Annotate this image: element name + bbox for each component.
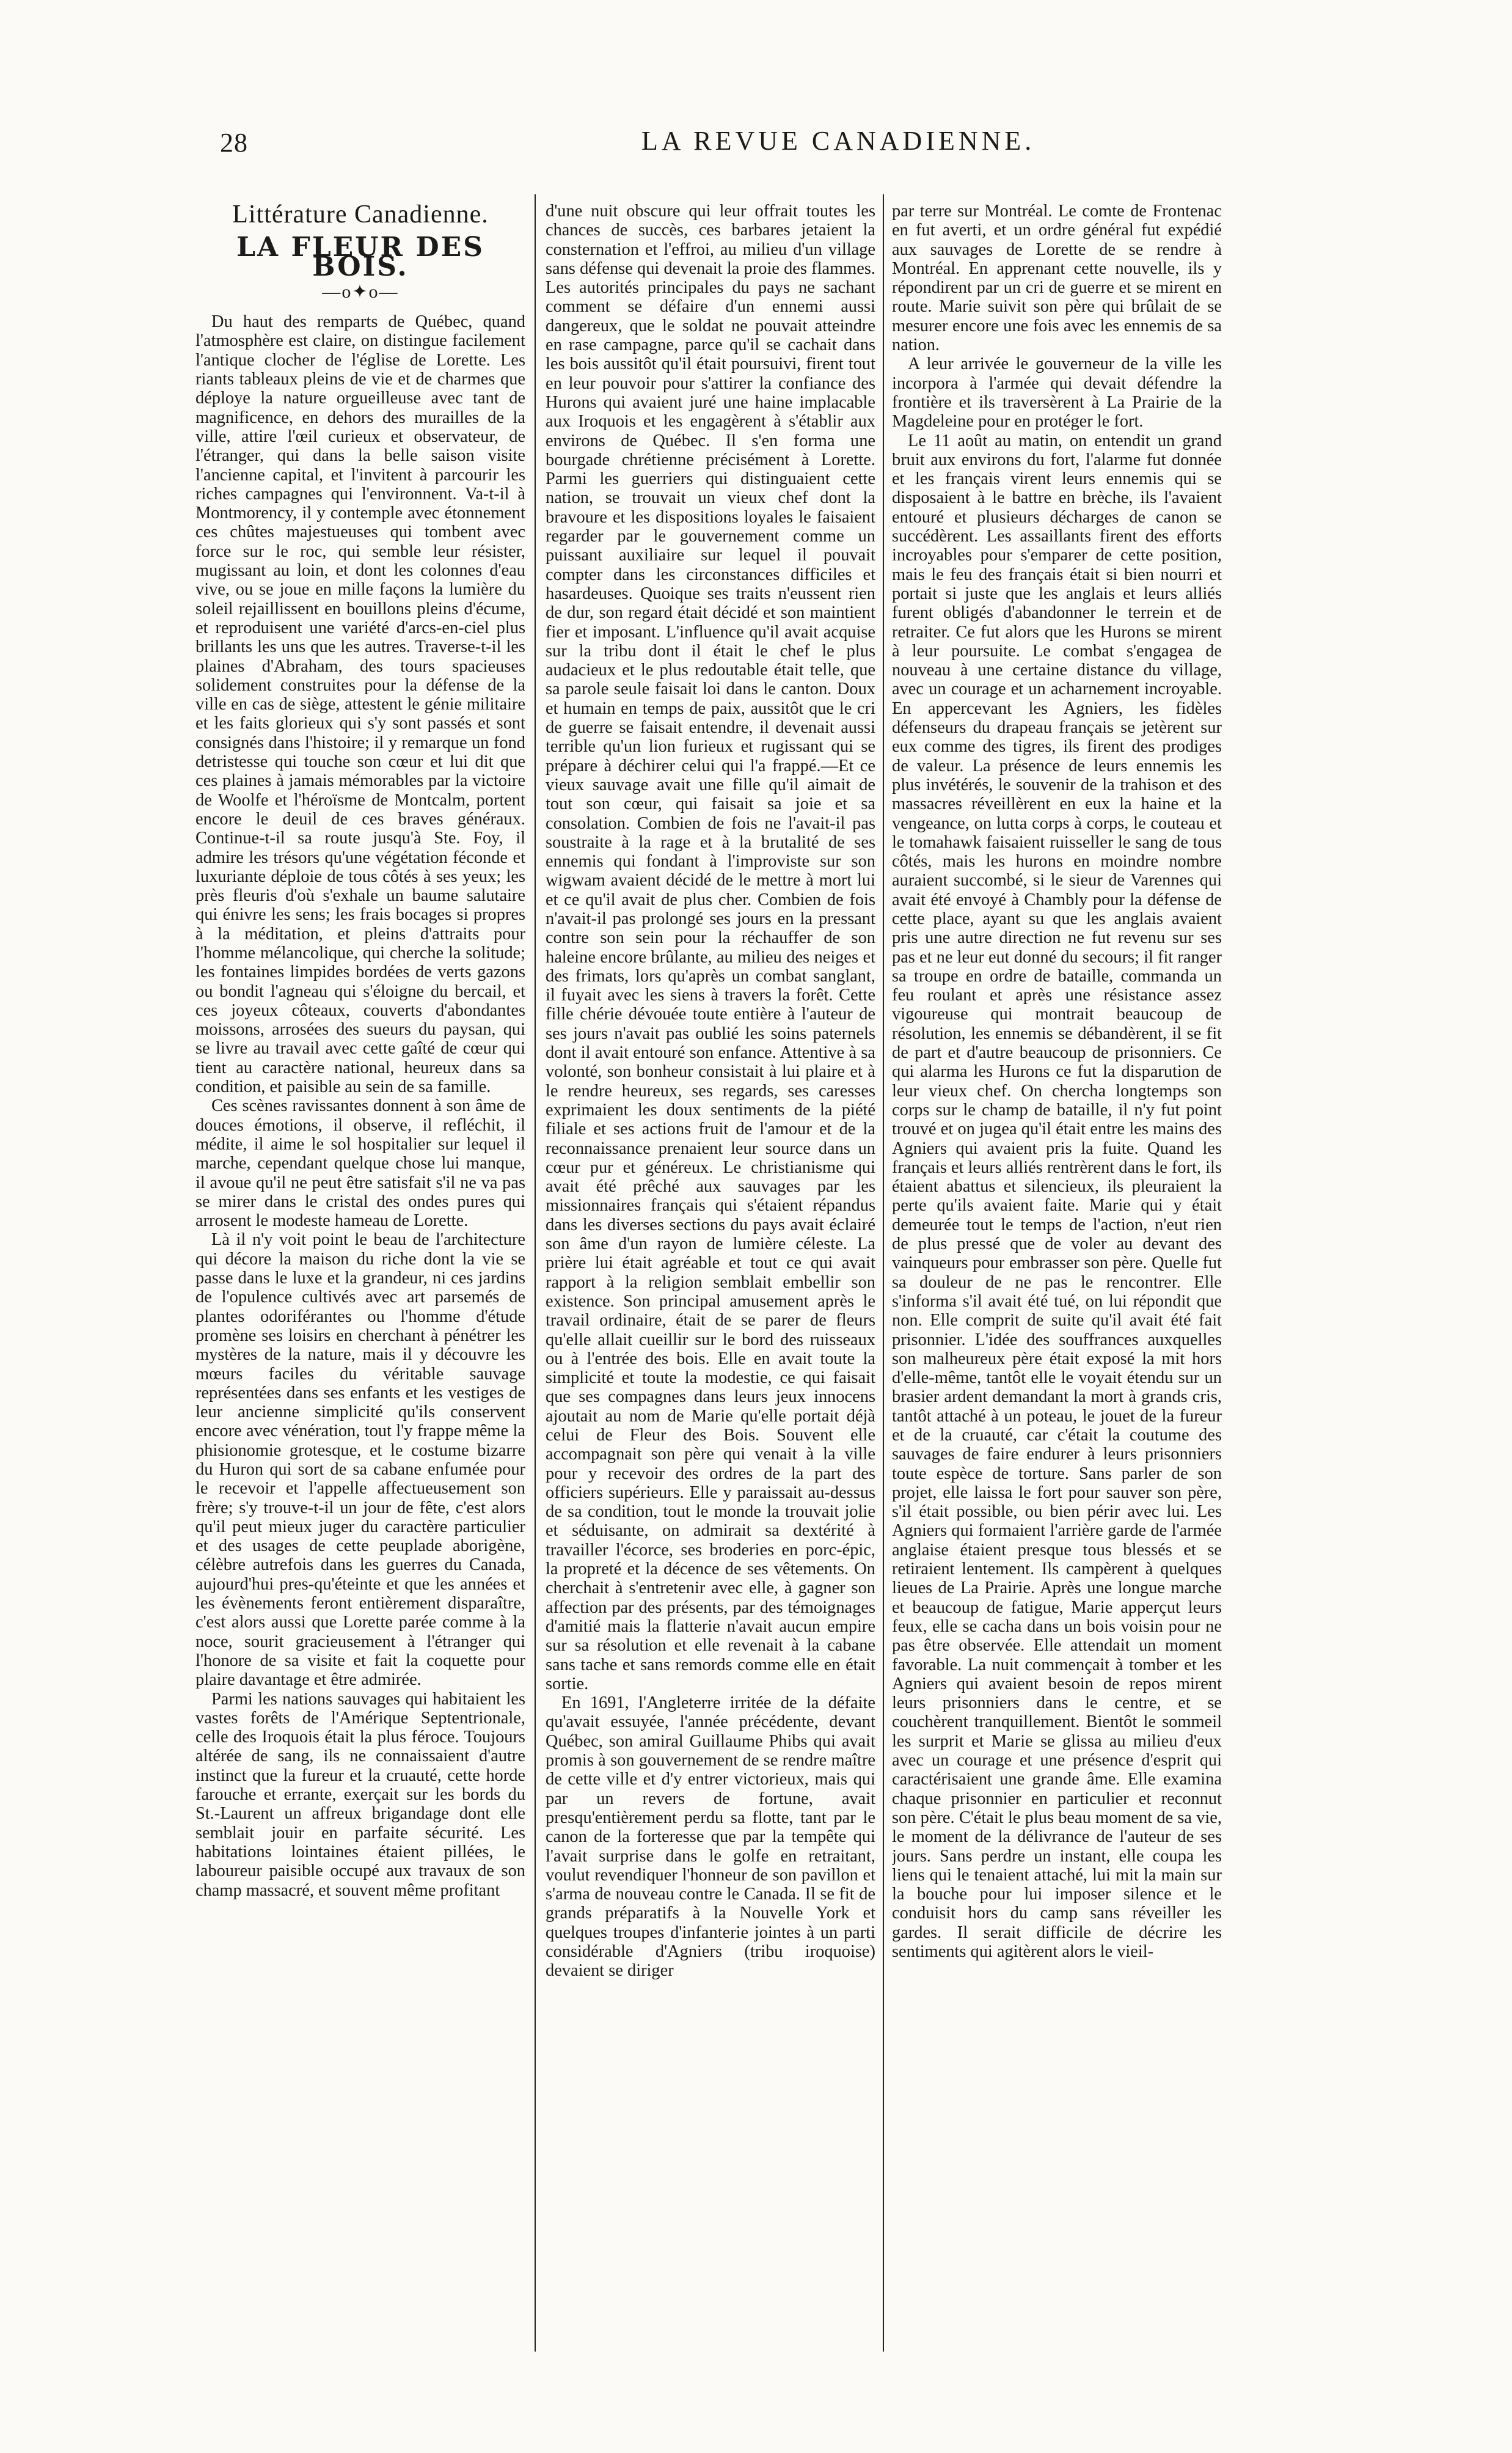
section-header [195,202,525,302]
running-head: LA REVUE CANADIENNE. [641,126,1035,156]
column-3 [892,202,1222,2347]
paragraph: Le 11 août au matin, on entendit un grand bruit aux environs du fort, l'alarme fut donnée et les français virent leurs ennemis qui se disposaient à le battre en brèche, ils l'avaient entouré et plusieurs décharges de canon se succédèrent. Les assaillants firent des efforts incroyables pour s'emparer de cette position, mais le feu des français était si bien nourri et portait si juste que les anglais et leurs alliés furent obligés d'abandonner le terrein et de retraiter. Ce fut alors que les Hurons se mirent à leur poursuite. Le combat s'engagea de nouveau à une certaine distance du village, avec un courage et un acharnement incroyable. En appercevant les Agniers, les fidèles défenseurs du drapeau français se jetèrent sur eux comme des tigres, ils firent des prodiges de valeur. La présence de leurs ennemis les plus invétérés, le souvenir de la trahison et des massacres réveillèrent en eux la haine et la vengeance, on lutta corps à corps, le couteau et le tomahawk faisaient ruisseller le sang de tous côtés, mais les hurons en moindre nombre auraient succombé, si le sieur de Varennes qui avait été envoyé à Chambly pour la défense de cette place, ayant su que les anglais avaient pris une autre direction ne fut revenu sur ses pas et ne leur eut donné du secours; il fit ranger sa troupe en ordre de bataille, commanda un feu roulant et après une résistance assez vigoureuse qui montrait beaucoup de résolution, les ennemis se débandèrent, il se fit de part et d'autre beaucoup de prisonniers. Ce qui alarma les Hurons ce fut la disparution de leur vieux chef. On chercha longtemps son corps sur le champ de bataille, il n'y fut point trouvé et on jugea qu'il était entre les mains des Agniers qui avaient pris la fuite. Quand les français et leurs alliés rentrèrent dans le fort, ils étaient abattus et silencieux, ils pleuraient la perte qu'ils avaient faite. Marie qui y était demeurée tout le temps de l'action, n'eut rien de plus pressé que de voler au devant des vainqueurs pour embrasser son père. Quelle fut sa douleur de ne pas le rencontrer. Elle s'informa s'il avait été tué, on lui répondit que non. Elle comprit de suite qu'il avait été fait prisonnier. L'idée des souffrances auxquelles son malheureux père était exposé la mit hors d'elle-même, tantôt elle le voyait étendu sur un brasier ardent demandant la mort à grands cris, tantôt attaché à un poteau, le jouet de la fureur et de la cruauté, car c'était la coutume des sauvages de faire endurer à leurs prisonniers toute espèce de torture. Sans parler de son projet, elle laissa le fort pour sauver son père, s'il était possible, ou bien périr avec lui. Les Agniers qui formaient l'arrière garde de l'armée anglaise étaient presque tous blessés et se retiraient lentement. Ils campèrent à quelques lieues de La Prairie. Après une longue marche et beaucoup de fatigue, Marie apperçut leurs feux, elle se cacha dans un bois voisin pour ne pas être observée. Elle attendait un moment favorable. La nuit commençait à tomber et les Agniers qui avaient besoin de repos mirent leurs prisonniers dans le centre, et se couchèrent tranquillement. Bientôt le sommeil les surprit et Marie se glissa au milieu d'eux avec un courage et une présence d'esprit qui caractérisaient une grande âme. Elle examina chaque prisonnier en particulier et reconnut son père. C'était le plus beau moment de sa vie, le moment de la délivrance de l'auteur de ses jours. Sans perdre un instant, elle coupa les liens qui le tenaient attaché, lui mit la main sur la bouche pour lui imposer silence et le conduisit hors du camp sans réveiller les gardes. Il serait difficile de décrire les sentiments qui agitèrent alors le vieil- [892,431,1222,1962]
ornament-divider: —o✦o— [322,281,399,302]
column-rule [535,194,536,2352]
paragraph: par terre sur Montréal. Le comte de Frontenac en fut averti, et un ordre général fut expédié aux sauvages de Lorette de se rendre à Montréal. En apprenant cette nouvelle, ils y répondirent par un cri de guerre et se mirent en route. Marie suivit son père qui brûlait de se mesurer encore une fois avec les ennemis de sa nation. [892,202,1222,355]
paragraph: Là il n'y voit point le beau de l'architecture qui décore la maison du riche dont la vie se passe dans le luxe et la grandeur, ni ces jardins de l'opulence cultivés avec art parsemés de plantes odoriférantes ou l'homme d'étude promène ses loisirs en cherchant à pénétrer les mystères de la nature, mais il y découvre les mœurs faciles du véritable sauvage représentées dans ses enfants et les vestiges de leur ancienne simplicité qu'ils conservent encore avec vénération, tout l'y frappe même la phisionomie grotesque, et le costume bizarre du Huron qui sort de sa cabane enfumée pour le recevoir et l'appelle affectueusement son frère; s'y trouve-t-il un jour de fête, c'est alors qu'il peut mieux juger du caractère particulier et des usages de cette peuplade aborigène, célèbre autrefois dans les guerres du Canada, aujourd'hui pres-qu'éteinte et que les années et les évènements feront entièrement disparaître, c'est alors aussi que Lorette parée comme à la noce, sourit gracieusement à l'étranger qui l'honore de sa visite et fait la coquette pour plaire davantage et être admirée. [195,1230,525,1690]
story-title: LA FLEUR DES BOIS. [236,232,484,282]
paragraph: En 1691, l'Angleterre irritée de la défaite qu'avait essuyée, l'année précédente, devant Québec, son amiral Guillaume Phibs qui avait promis à son gouvernement de se rendre maître de cette ville et d'y entrer victorieux, mais qui par un revers de fortune, avait presqu'entièrement perdu sa flotte, tant par le canon de la forteresse que par la tempête qui l'avait surprise dans le golfe en retraitant, voulut revendiquer l'honneur de son pavillon et s'arma de nouveau contre le Canada. Il se fit de grands préparatifs à la Nouvelle York et quelques troupes d'infanterie jointes à un parti considérable d'Agniers (tribu iroquoise) devaient se diriger [546,1693,875,1981]
column-2 [546,202,875,2347]
page-number: 28 [220,128,248,158]
paragraph: Parmi les nations sauvages qui habitaient les vastes forêts de l'Amérique Septentrionale, celle des Iroquois était la plus féroce. Toujours altérée de sang, ils ne connaissaient d'autre instinct que la fureur et la cruauté, cette horde farouche et errante, exerçait sur les bords du St.-Laurent un affreux brigandage dont elle semblait jouir en parfaite sécurité. Les habitations lointaines étaient pillées, le laboureur paisible occupé aux travaux de son champ massacré, et souvent même profitant [195,1689,525,1900]
column-1 [195,202,525,2347]
paragraph: d'une nuit obscure qui leur offrait toutes les chances de succès, ces barbares jetaient la consternation et l'effroi, au milieu d'un village sans défense qui devenait la proie des flammes. Les autorités principales du pays ne sachant comment se défaire d'un ennemi aussi dangereux, que le soldat ne pouvait atteindre en rase campagne, parce qu'il se cachait dans les bois aussitôt qu'il était poursuivi, firent tout en leur pouvoir pour s'attirer la confiance des Hurons qui avaient juré une haine implacable aux Iroquois et les engagèrent à s'établir aux environs de Québec. Il s'en forma une bourgade chrétienne précisément à Lorette. Parmi les guerriers qui distinguaient cette nation, se trouvait un vieux chef dont la bravoure et les dispositions loyales le faisaient regarder par le gouvernement comme un puissant auxiliaire sur lequel il pouvait compter dans les circonstances difficiles et hasardeuses. Quoique ses traits n'eussent rien de dur, son regard était décidé et son maintient fier et imposant. L'influence qu'il avait acquise sur la tribu dont il était le chef le plus audacieux et le plus redoutable était telle, que sa parole seule faisait loi dans le canton. Doux et humain en temps de paix, aussitôt que le cri de guerre se faisait entendre, il devenait aussi terrible qu'un lion furieux et rugissant qui se prépare à déchirer celui qui l'a frappé.—Et ce vieux sauvage avait une fille qu'il aimait de tout son cœur, qui faisait sa joie et sa consolation. Combien de fois ne l'avait-il pas soustraite à la rage et à la brutalité de ses ennemis qui fondant à l'improviste sur son wigwam avaient décidé de le mettre à mort lui et ce qu'il avait de plus cher. Combien de fois n'avait-il pas prolongé ses jours en la pressant contre son sein pour la réchauffer de son haleine encore brûlante, au milieu des neiges et des frimats, lors qu'après un combat sanglant, il fuyait avec les siens à travers la forêt. Cette fille chérie dévouée toute entière à l'auteur de ses jours n'avait pas oublié les soins paternels dont il avait entouré son enfance. Attentive à sa volonté, son bonheur consistait à lui plaire et à le rendre heureux, ses regards, ses caresses exprimaient les doux sentiments de la piété filiale et ses actions fruit de l'amour et de la reconnaissance prenaient leur source dans un cœur pur et généreux. Le christianisme qui avait été prêché aux sauvages par les missionnaires français qui s'étaient répandus dans les diverses sections du pays avait éclairé son âme d'un rayon de lumière céleste. La prière lui était agréable et tout ce qui avait rapport à la religion semblait embellir son existence. Son principal amusement après le travail ordinaire, était de se parer de fleurs qu'elle allait cueillir sur le bord des ruisseaux ou à l'entrée des bois. Elle en avait toute la simplicité et toute la modestie, ce qui faisait que ses compagnes dans leurs jeux innocens ajoutait au nom de Marie qu'elle portait déjà celui de Fleur des Bois. Souvent elle accompagnait son père qui venait à la ville pour y recevoir des ordres de la part des officiers supérieurs. Elle y paraissait au-dessus de sa condition, tout le monde la trouvait jolie et séduisante, on admirait sa dextérité à travailler l'écorce, ses broderies en porc-épic, la propreté et la décence de ses vêtements. On cherchait à s'entretenir avec elle, à gagner son affection par des présents, par des témoignages d'amitié mais la flatterie n'avait aucun empire sur sa résolution et elle revenait à la cabane sans tache et sans remords comme elle en était sortie. [546,202,875,1693]
column-rule [883,194,884,2352]
section-title: Littérature Canadienne. [232,202,489,229]
paragraph: Ces scènes ravissantes donnent à son âme de douces émotions, il observe, il refléchit, il médite, il aime le sol hospitalier sur lequel il marche, cependant quelque chose lui manque, il avoue qu'il ne peut être satisfait s'il ne va pas se mirer dans le cristal des ondes pures qui arrosent le modeste hameau de Lorette. [195,1096,525,1231]
paragraph: A leur arrivée le gouverneur de la ville les incorpora à l'armée qui devait défendre la frontière et ils traversèrent à La Prairie de la Magdeleine pour en protéger le fort. [892,354,1222,431]
paragraph: Du haut des remparts de Québec, quand l'atmosphère est claire, on distingue facilement l'antique clocher de l'église de Lorette. Les riants tableaux pleins de vie et de charmes que déploye la nature orgueilleuse avec tant de magnificence, en dehors des murailles de la ville, attire l'œil curieux et observateur, de l'étranger, qui dans la belle saison visite l'ancienne capital, et l'invitent à parcourir les riches campagnes qui l'environnent. Va-t-il à Montmorency, il y contemple avec étonnement ces chûtes majestueuses qui tombent avec force sur le roc, qui semble leur résister, mugissant au loin, et dont les colonnes d'eau vive, ou se joue en mille façons la lumière du soleil rejaillissent en bouillons pleins d'écume, et reproduisent une variété d'arcs-en-ciel plus brillants les uns que les autres. Traverse-t-il les plaines d'Abraham, des tours spacieuses solidement construites pour la défense de la ville en cas de siège, attestent le génie militaire et les faits glorieux qui s'y sont passés et sont consignés dans l'histoire; il y remarque un fond detristesse qui touche son cœur et lui dit que ces plaines à jamais mémorables par la victoire de Woolfe et l'héroïsme de Montcalm, portent encore le deuil de ces braves généraux. Continue-t-il sa route jusqu'à Ste. Foy, il admire les trésors qu'une végétation féconde et luxuriante déploie de tous côtés à ses yeux; les près fleuris d'où s'exhale un baume salutaire qui énivre les sens; les frais bocages si propres à la méditation, et pleins d'attraits pour l'homme mélancolique, qui cherche la solitude; les fontaines limpides bordées de verts gazons ou bondit l'agneau qui s'éloigne du bercail, et ces joyeux côteaux, couverts d'abondantes moissons, arrosées des sueurs du paysan, qui se livre au travail avec cette gaîté de cœur qui tient au caractère national, heureux dans sa condition, et paisible au sein de sa famille. [195,312,525,1097]
